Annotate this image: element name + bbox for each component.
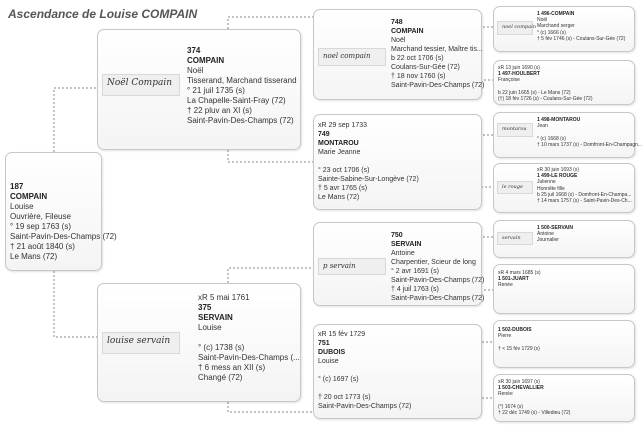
death-date: † 21 août 1840 (s) [10, 242, 75, 251]
death-date: † 5 avr 1765 (s) [318, 185, 368, 192]
signature-image [497, 232, 533, 245]
connector-187-375 [54, 271, 97, 337]
signature-text: servain [502, 235, 521, 241]
ancestor-card-1498[interactable] [493, 112, 642, 158]
ancestor-title: 1 498-MONTAROU [537, 117, 581, 123]
person-card-751[interactable] [313, 324, 482, 419]
occupation: Marchand tessier, Maître tis... [391, 46, 483, 53]
sosa-number: 749 [318, 131, 330, 138]
connector-375-750 [228, 268, 313, 283]
person-card-748[interactable] [313, 9, 485, 100]
ancestor-title: 1 501-JUART [498, 276, 529, 283]
death-place: Changé (72) [198, 373, 243, 382]
birth-place: La Chapelle-Saint-Fray (72) [187, 96, 286, 105]
signature-image [102, 74, 180, 96]
birth-place: Saint-Pavin-Des-Champs (72) [391, 277, 485, 284]
marriage-date: xR 5 mai 1761 [198, 293, 250, 302]
occupation: Marchand serger [537, 23, 575, 30]
connector-187-374 [54, 88, 97, 152]
marriage-date: xR 30 juin 1693 (s) [537, 167, 579, 173]
ancestor-card-1503[interactable] [493, 374, 635, 422]
birth-info: (°) 1674 (s) [498, 403, 524, 410]
ancestor-card-1496[interactable] [493, 6, 635, 52]
connector-375-751 [228, 402, 313, 412]
person-card-749[interactable] [313, 114, 482, 210]
death-place: Le Mans (72) [318, 194, 360, 201]
given-name: Françoise [498, 77, 520, 84]
surname: DUBOIS [318, 349, 346, 356]
birth-place: Saint-Pavin-Des-Champs (... [198, 353, 300, 362]
sosa-number: 750 [391, 232, 403, 239]
signature-text: le rouge [502, 184, 523, 190]
marriage-date: xR 13 juin 1690 (s) [498, 65, 540, 71]
person-card-375[interactable] [97, 283, 301, 402]
birth-place: Sainte-Sabine-Sur-Longève (72) [318, 176, 419, 183]
given-name: Julienne [537, 179, 556, 186]
signature-image [318, 48, 386, 66]
occupation [198, 333, 299, 343]
person-card-187[interactable] [5, 152, 117, 271]
connector-374-749 [228, 150, 313, 162]
person-card-750[interactable] [313, 222, 485, 306]
occupation: Journalier [537, 237, 559, 244]
given-name: Noël [187, 66, 204, 75]
occupation [318, 157, 480, 166]
ancestor-title: 1 496-COMPAIN [537, 11, 575, 17]
birth-date: ° 2 avr 1691 (s) [391, 268, 439, 275]
death-info: † 10 mars 1737 (s) - Domfront-En-Champagn... [537, 141, 642, 148]
connector-374-748 [228, 17, 313, 29]
birth-place: Coulans-Sur-Gée (72) [391, 64, 460, 71]
marriage-date: xR 30 juin 1697 (s) [498, 379, 540, 385]
signature-image [102, 332, 180, 354]
death-date: † 4 juil 1763 (s) [391, 286, 439, 293]
signature-text: montarou [502, 126, 527, 132]
occupation: Ouvrière, Fileuse [10, 212, 71, 221]
given-name: Renée [498, 391, 513, 398]
birth-info: b 25 juil 1668 (s) - Domfront-En-Champa... [537, 191, 632, 198]
surname: COMPAIN [187, 56, 225, 65]
occupation: Honnête fille [537, 185, 565, 192]
birth-info: ° (c) 1666 (s) [537, 29, 566, 36]
birth-date: b 22 oct 1706 (s) [391, 55, 444, 62]
sosa-number: 374 [187, 46, 201, 55]
sosa-number: 748 [391, 19, 403, 26]
given-name: Louise [318, 358, 339, 365]
occupation: Tisserand, Marchand tisserand [187, 76, 297, 85]
death-info: † 22 déc 1749 (s) - Villedieu (72) [498, 410, 571, 417]
page-title: Ascendance de Louise COMPAIN [8, 7, 198, 21]
ancestor-card-1502[interactable] [493, 320, 635, 368]
death-info: † 14 mars 1757 (s) - Saint-Pavin-Des-Ch... [537, 198, 632, 205]
signature-text: noel compain [502, 24, 536, 30]
ancestor-card-1500[interactable] [493, 220, 635, 258]
marriage-date: xR 15 fév 1729 [318, 331, 366, 338]
ancestor-title: 1 503-CHEVALLIER [498, 385, 544, 392]
ancestor-card-1497[interactable] [493, 60, 635, 105]
birth-date: ° (c) 1738 (s) [198, 343, 245, 352]
given-name: Renée [498, 282, 513, 289]
surname: COMPAIN [391, 28, 424, 35]
given-name: Noël [537, 17, 548, 24]
signature-image [497, 181, 533, 194]
death-place: Saint-Pavin-Des-Champs (72) [187, 116, 294, 125]
birth-date: ° 23 oct 1706 (s) [318, 167, 370, 174]
birth-place [318, 384, 480, 393]
ancestor-title: 1 497-HOULBERT [498, 71, 540, 78]
given-name: Louise [10, 202, 34, 211]
signature-text: louise servain [107, 336, 171, 346]
death-date: † 18 nov 1760 (s) [391, 73, 446, 80]
surname: SERVAIN [391, 241, 422, 248]
given-name: Jean [537, 123, 548, 130]
given-name: Noël [391, 37, 406, 44]
signature-text: noel compain [323, 52, 371, 60]
signature-text: Noël Compain [107, 78, 172, 88]
death-date: † 22 pluv an XI (s) [187, 106, 252, 115]
surname: MONTAROU [318, 140, 359, 147]
birth-info: ° (c) 1668 (s) [537, 135, 566, 142]
birth-info: b 22 juin 1665 (s) - Le Mans (72) [498, 89, 571, 96]
death-place: Le Mans (72) [10, 252, 58, 261]
birth-place: Saint-Pavin-Des-Champs (72) [10, 232, 117, 241]
birth-date: ° 21 juil 1735 (s) [187, 86, 245, 95]
sosa-number: 187 [10, 182, 24, 191]
ancestor-title: 1 502-DUBOIS [498, 327, 532, 333]
sosa-number: 375 [198, 303, 212, 312]
given-name: Antoine [537, 231, 554, 238]
signature-image [497, 21, 536, 35]
given-name: Marie Jeanne [318, 149, 361, 156]
ancestor-title: 1 499-LE ROUGE [537, 173, 578, 180]
death-info: (†) 18 fév 1726 (s) - Coulans-Sur-Gée (72) [498, 96, 593, 103]
birth-date: ° 19 sep 1763 (s) [10, 222, 72, 231]
death-info: † < 15 fév 1729 (s) [498, 345, 540, 352]
death-info: † 5 fév 1746 (s) - Coulans-Sur-Gée (72) [537, 35, 626, 42]
sosa-number: 751 [318, 340, 330, 347]
signature-text: p servain [323, 262, 356, 270]
death-date: † 6 mess an XII (s) [198, 363, 266, 372]
death-place: Saint-Pavin-Des-Champs (72) [391, 82, 485, 89]
surname: COMPAIN [10, 192, 48, 201]
occupation: Charpentier, Scieur de long [391, 259, 476, 266]
surname: SERVAIN [198, 313, 233, 322]
death-place: Saint-Pavin-Des-Champs (72) [391, 295, 485, 302]
occupation [318, 366, 480, 375]
given-name: Antoine [391, 250, 415, 257]
ancestor-title: 1 500-SERVAIN [537, 225, 573, 231]
ancestor-card-1499[interactable] [493, 163, 635, 213]
given-name: Louise [198, 323, 222, 332]
signature-image [497, 123, 533, 137]
death-place: Saint-Pavin-Des-Champs (72) [318, 403, 412, 410]
birth-date: ° (c) 1697 (s) [318, 376, 359, 383]
marriage-date: xR 4 mars 1685 (s) [498, 270, 541, 276]
signature-image [318, 258, 386, 275]
marriage-date: xR 29 sep 1733 [318, 122, 368, 129]
person-card-374[interactable] [97, 29, 301, 150]
death-date: † 20 oct 1773 (s) [318, 394, 371, 401]
ancestor-card-1501[interactable] [493, 264, 635, 314]
given-name: Pierre [498, 333, 512, 340]
